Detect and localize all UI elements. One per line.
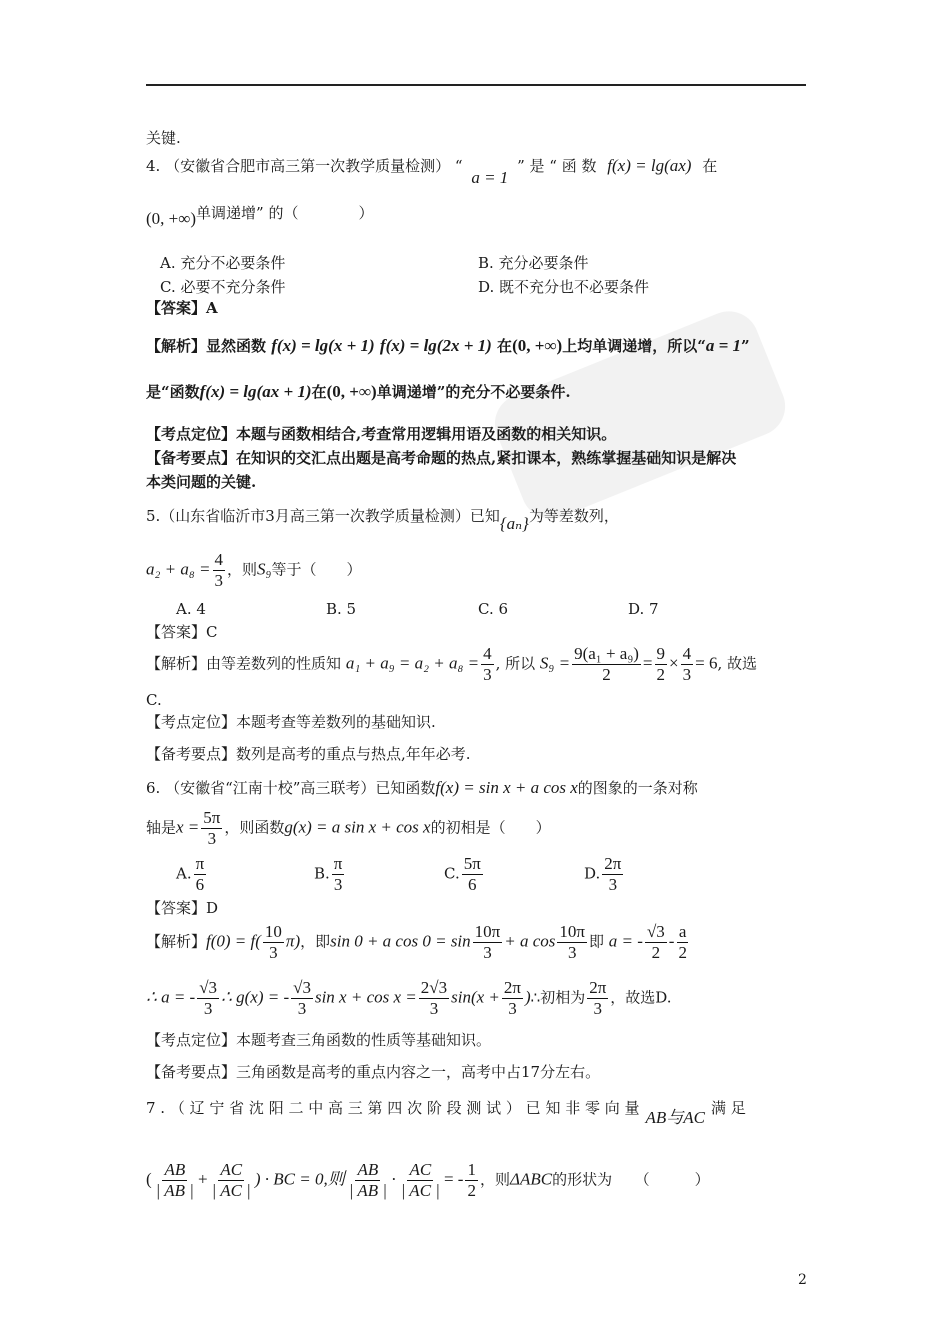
q7-stem-2 (146, 1160, 810, 1201)
text-run: 【答案】 (146, 623, 207, 641)
text-run: ，则 (479, 1170, 510, 1189)
text-run: D. (584, 864, 601, 883)
text-run: 在 (311, 383, 327, 401)
q5-analysis (146, 644, 810, 685)
fraction (399, 1160, 442, 1201)
text-run: a = - (608, 931, 643, 951)
text-run: 在 (497, 337, 513, 355)
text-run: + (197, 1169, 208, 1189)
fraction (210, 1160, 253, 1201)
text-run: 【答案】 (146, 899, 207, 917)
fraction (587, 978, 608, 1019)
text-run: f(x) = lg(x + 1) (271, 336, 375, 355)
q6-option-a (176, 854, 208, 895)
q6-option-d (584, 854, 625, 895)
fraction-denominator: 2 (602, 665, 611, 684)
text-run: a₁ + a₉ = a₂ + a₈ = (345, 653, 480, 673)
text-run: ，则 (227, 560, 258, 579)
q5-stem-2 (146, 550, 810, 591)
fraction-numerator: 2π (503, 978, 521, 997)
text-run: (0, +∞) (512, 336, 563, 355)
q4-beikao-2: 本类问题的关键. (146, 473, 257, 491)
q4-cond: a = 1 (471, 168, 509, 187)
text-run: 单调递增”的充分不必要条件. (376, 383, 571, 401)
fraction (419, 978, 449, 1019)
text-run: × (669, 653, 679, 673)
q6-analysis (146, 922, 810, 963)
fraction-denominator: 3 (203, 999, 213, 1018)
text-run: ，即 (300, 932, 331, 951)
q5-option-c: C. 6 (478, 600, 509, 618)
text-run: 等于（ ） (271, 560, 362, 579)
text-run: g(x) = a sin x + cos x (284, 817, 431, 837)
q5-answer (146, 622, 810, 642)
fraction-numerator: AB (164, 1160, 186, 1179)
text-run: , 故选 (717, 654, 757, 673)
fraction-denominator: 3 (214, 571, 224, 590)
text-run: D (206, 899, 219, 917)
fraction-numerator: 5π (463, 854, 481, 873)
text-run: 【备考要点】 (146, 449, 237, 467)
fraction-denominator: 2 (656, 665, 666, 684)
q6-stem-2 (146, 808, 810, 849)
text-run: sin x + cos x = (314, 987, 417, 1007)
header-rule (146, 84, 806, 86)
text-run: 【解析】 (146, 932, 207, 951)
text-run: ∴ g(x) = - (221, 987, 290, 1007)
text-run: + a cos (504, 931, 556, 951)
fraction-numerator: 1 (467, 1160, 476, 1179)
q4-stem (146, 156, 810, 187)
text-run: 在知识的交汇点出题是高考命题的热点,紧扣课本，熟练掌握基础知识是解决 (236, 449, 737, 467)
text-run: - (668, 931, 675, 951)
text-run: 7 . （ 辽 宁 省 沈 阳 二 中 高 三 第 四 次 阶 段 测 试 ） 已 知 非 零 向 量 (146, 1099, 640, 1117)
q5-option-a: A. 4 (176, 600, 206, 618)
text-run: C (206, 623, 218, 641)
fraction-numerator: 4 (483, 644, 492, 663)
fraction-denominator: 3 (682, 665, 692, 684)
fraction-numerator: √3 (199, 978, 218, 997)
fraction (473, 922, 503, 963)
text-run: f(x) = lg(ax + 1) (199, 382, 312, 401)
fraction-numerator: 2π (604, 854, 622, 873)
q6-option-b (314, 854, 346, 895)
q6-analysis-2 (146, 978, 810, 1019)
text-run: 轴是 (146, 818, 177, 837)
q6-stem (146, 778, 810, 798)
fraction-denominator: | AC | (400, 1181, 440, 1200)
text-run: ∴初相为 (530, 988, 586, 1007)
fraction-denominator: 6 (195, 875, 205, 894)
fraction-numerator: 4 (214, 550, 224, 569)
text-run: , 所以 (495, 654, 536, 673)
text-run: S₉ (257, 559, 272, 579)
text-run: A (206, 299, 218, 317)
fraction-numerator: a (678, 922, 687, 941)
q6-answer (146, 898, 810, 918)
q6-kaodian (146, 1030, 810, 1050)
text-run: f(x) = sin x + a cos x (435, 778, 578, 797)
text-run: ” (741, 337, 750, 355)
q6-beikao (146, 1062, 810, 1082)
fraction-numerator: 5π (203, 808, 221, 827)
fraction-denominator: 3 (483, 943, 492, 962)
text-run: = 6 (695, 653, 718, 673)
fraction (465, 1160, 478, 1201)
fraction (201, 808, 222, 849)
text-run: f(x) = lg(2x + 1) (379, 336, 492, 355)
text-run: ) (524, 987, 531, 1007)
text-run: 的形状为 （ ） (552, 1170, 710, 1189)
q5-kaodian (146, 712, 810, 732)
fraction-denominator: 3 (429, 999, 439, 1018)
text-run: 是“函数 (146, 383, 200, 401)
fraction-denominator: 3 (567, 943, 577, 962)
q4-analysis (146, 336, 810, 356)
fraction (291, 978, 313, 1019)
fraction-denominator: 3 (483, 665, 492, 684)
page-number: 2 (798, 1272, 807, 1288)
fraction-numerator: AB (357, 1160, 379, 1179)
text-run: 本题考查三角函数的性质等基础知识。 (236, 1031, 492, 1049)
fraction-denominator: 3 (608, 875, 618, 894)
q4-analysis-2 (146, 382, 810, 402)
text-run: A. (176, 864, 192, 883)
q5-option-d: D. 7 (628, 600, 659, 618)
text-run: 4. （安徽省合肥市高三第一次教学质量检测） “ (146, 157, 463, 175)
text-run: 三角函数是高考的重点内容之一，高考中占17分左右。 (236, 1063, 601, 1081)
q6-option-c (444, 854, 485, 895)
text-run: 数列是高考的重点与热点,年年必考. (236, 745, 471, 763)
text-run: π) (285, 931, 301, 951)
fraction-numerator: 9 (656, 644, 666, 663)
fraction-denominator: 3 (269, 943, 278, 962)
text-run: x = (176, 817, 200, 837)
text-run: ” 是 “ 函 数 (517, 157, 597, 175)
text-run: {aₙ} (499, 514, 529, 533)
text-run: 【考点定位】 (146, 425, 237, 443)
fraction-numerator: 2π (589, 978, 607, 997)
fraction-numerator: √3 (646, 922, 665, 941)
fraction-denominator: 3 (297, 999, 307, 1018)
text-run: 5.（山东省临沂市3月高三第一次教学质量检测）已知 (146, 507, 500, 525)
fraction-numerator: 9(a₁ + a₉) (574, 644, 639, 663)
text-run: 本题考查等差数列的基础知识. (236, 713, 436, 731)
q4-beikao (146, 448, 810, 468)
text-run: 在 (702, 157, 718, 175)
fraction-numerator: 10π (474, 922, 501, 941)
fraction (572, 644, 641, 685)
fraction (676, 922, 689, 963)
text-run: 满 足 (711, 1099, 746, 1117)
text-run: a = 1 (705, 336, 742, 355)
text-run: 即 (589, 932, 605, 951)
fraction (462, 854, 483, 895)
text-run: B. (314, 864, 330, 883)
text-run: ( (146, 1169, 152, 1189)
text-run: ) · BC = 0,则 (254, 1169, 345, 1189)
text-run: S₉ = (539, 653, 571, 673)
text-run: 6. （安徽省“江南十校”高三联考）已知函数 (146, 779, 436, 797)
q4-option-c: C. 必要不充分条件 (160, 278, 286, 296)
fraction-numerator: 4 (682, 644, 692, 663)
fraction-denominator: 3 (593, 999, 602, 1018)
text-run: 【备考要点】 (146, 1063, 237, 1081)
fraction-denominator: 6 (468, 875, 477, 894)
q4-option-a: A. 充分不必要条件 (160, 254, 286, 272)
text-run: 【考点定位】 (146, 713, 237, 731)
text-run: C. (444, 864, 460, 883)
text-run: ∴ a = - (146, 987, 196, 1007)
text-run: 【解析】 (146, 654, 207, 673)
text-run: 的初相是（ ） (430, 818, 551, 837)
fraction-numerator: π (195, 854, 205, 873)
text-run: ，故选D. (610, 988, 672, 1007)
text-run: ΔABC (509, 1169, 553, 1189)
text-run: ，则函数 (224, 818, 285, 837)
text-run: 上均单调递增，所以“ (562, 337, 706, 355)
text-run: 为等差数列， (528, 507, 619, 525)
fraction (655, 644, 668, 685)
fraction-denominator: 2 (467, 1181, 476, 1200)
text-run: AB与AC (645, 1108, 706, 1127)
text-run: = (642, 653, 653, 673)
fraction-denominator: | AB | (155, 1181, 194, 1200)
fraction-denominator: 3 (508, 999, 517, 1018)
fraction (197, 978, 219, 1019)
fraction-numerator: π (333, 854, 343, 873)
fraction (557, 922, 587, 963)
q5-option-b: B. 5 (326, 600, 357, 618)
text-run: sin 0 + a cos 0 = sin (330, 931, 471, 951)
fraction (481, 644, 494, 685)
q5-analysis-2: C. (146, 691, 162, 709)
fraction-denominator: | AC | (211, 1181, 251, 1200)
fraction-numerator: 10 (264, 922, 282, 941)
q4-func: f(x) = lg(ax) (607, 156, 692, 175)
fraction-numerator: 2√3 (420, 978, 448, 997)
fraction-numerator: 10π (559, 922, 585, 941)
text-run: (0, +∞) (326, 382, 377, 401)
fraction (681, 644, 694, 685)
q4-stem-2 (146, 203, 810, 228)
text-run: 由等差数列的性质知 (206, 654, 342, 673)
fraction-denominator: 3 (333, 875, 343, 894)
fraction (602, 854, 623, 895)
q7-stem (146, 1098, 810, 1127)
q5-stem (146, 506, 810, 533)
text-run: 单调递增” 的（ ） (196, 204, 374, 222)
fraction (213, 550, 226, 591)
q4-kaodian (146, 424, 810, 444)
fraction-numerator: √3 (293, 978, 311, 997)
text-run: 的图象的一条对称 (577, 779, 698, 797)
text-run: (0, +∞) (146, 209, 197, 228)
fraction (502, 978, 523, 1019)
q4-option-b: B. 充分必要条件 (478, 254, 589, 272)
text-run: 本题与函数相结合,考查常用逻辑用语及函数的相关知识。 (236, 425, 617, 443)
fraction-numerator: AC (409, 1160, 432, 1179)
text-run: sin(x + (451, 987, 500, 1007)
prev-tail: 关键. (146, 129, 181, 147)
text-run: 【备考要点】 (146, 745, 237, 763)
q5-beikao (146, 744, 810, 764)
text-run: · (391, 1169, 397, 1189)
q4-option-d: D. 既不充分也不必要条件 (478, 278, 650, 296)
text-run: = - (443, 1169, 464, 1189)
fraction-numerator: AC (220, 1160, 243, 1179)
fraction (645, 922, 667, 963)
text-run: 【解析】 (146, 337, 207, 355)
fraction (194, 854, 207, 895)
fraction (332, 854, 345, 895)
text-run: f(0) = f( (206, 931, 261, 951)
fraction-denominator: | AB | (348, 1181, 388, 1200)
text-run: 【答案】 (146, 299, 207, 317)
text-run: a₂ + a₈ = (146, 559, 211, 579)
fraction (154, 1160, 196, 1201)
text-run: 【考点定位】 (146, 1031, 237, 1049)
fraction-denominator: 3 (207, 829, 217, 848)
text-run: 显然函数 (206, 337, 267, 355)
fraction-denominator: 2 (651, 943, 661, 962)
fraction-denominator: 2 (678, 943, 687, 962)
fraction (347, 1160, 389, 1201)
q4-answer (146, 298, 810, 318)
fraction (263, 922, 284, 963)
